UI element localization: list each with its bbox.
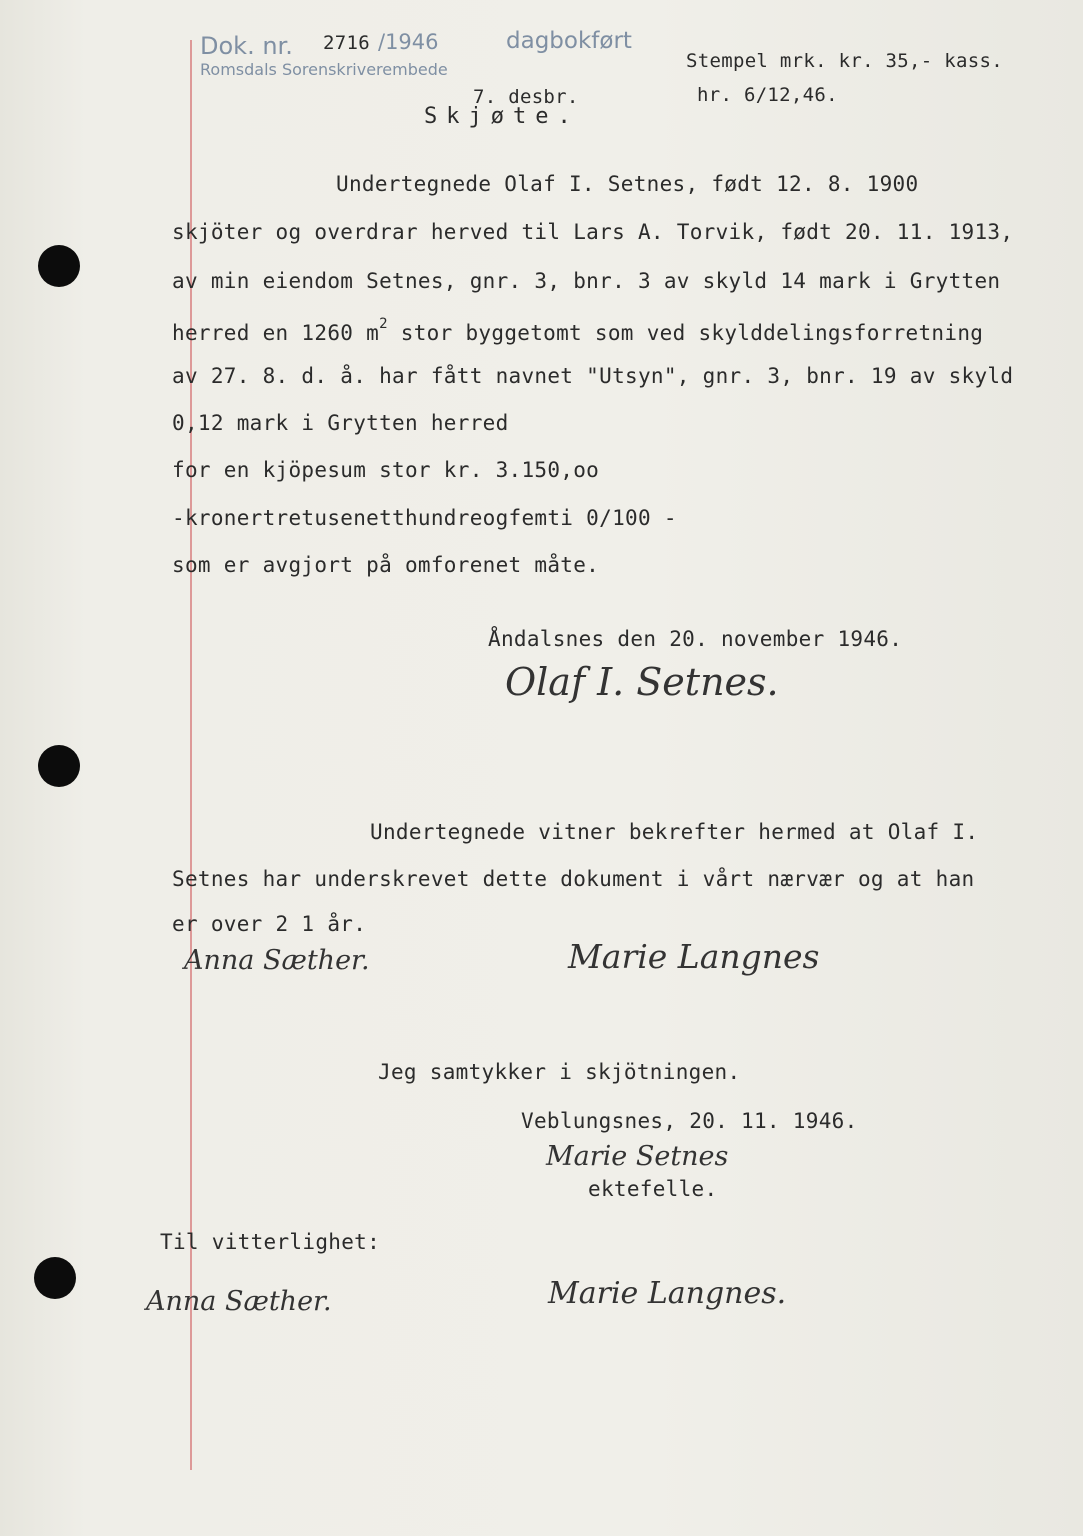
body-line-1: Undertegnede Olaf I. Setnes, født 12. 8. 1900: [336, 172, 919, 196]
margin-rule: [190, 40, 192, 1470]
body-line-7: for en kjöpesum stor kr. 3.150,oo: [172, 458, 600, 482]
body-line-9: som er avgjort på omforenet måte.: [172, 553, 600, 577]
stamp-date: 7. desbr.: [473, 86, 579, 108]
attest-signature-2: Marie Langnes.: [548, 1276, 787, 1311]
body-line-2: skjöter og overdrar herved til Lars A. Torvik, født 20. 11. 1913,: [172, 220, 1014, 244]
witness-line-3: er over 2 1 år.: [172, 912, 367, 936]
punch-hole-middle: [38, 745, 80, 787]
attest-label: Til vitterlighet:: [160, 1230, 381, 1254]
document-title: Skjøte.: [424, 104, 580, 129]
stempel-line-2: hr. 6/12,46.: [697, 84, 838, 106]
signature-seller: Olaf I. Setnes.: [505, 660, 779, 704]
body-line-8: -kronertretusenetthundreogfemti 0/100 -: [172, 506, 677, 530]
punch-hole-top: [38, 245, 80, 287]
witness-signature-2: Marie Langnes: [568, 937, 820, 976]
stamp-dok-number: 2716: [323, 32, 370, 54]
consent-line: Jeg samtykker i skjötningen.: [378, 1060, 741, 1084]
consent-role: ektefelle.: [588, 1177, 718, 1201]
body-line-4a: herred en 1260 m: [172, 321, 380, 345]
witness-line-1: Undertegnede vitner bekrefter hermed at Olaf I.: [370, 820, 979, 844]
witness-line-2: Setnes har underskrevet dette dokument i vårt nærvær og at han: [172, 867, 975, 891]
punch-hole-bottom: [34, 1257, 76, 1299]
stamp-dagbokfort: dagbokført: [506, 28, 632, 54]
stamp-dok-year: /1946: [378, 30, 439, 54]
stamp-dok-label: Dok. nr.: [200, 32, 293, 60]
body-line-5: av 27. 8. d. å. har fått navnet "Utsyn", gnr. 3, bnr. 19 av skyld: [172, 364, 1014, 388]
consent-place-date: Veblungsnes, 20. 11. 1946.: [521, 1109, 858, 1133]
stempel-line-1: Stempel mrk. kr. 35,- kass.: [686, 50, 1003, 72]
body-line-4: [172, 316, 983, 345]
body-line-4-superscript: 2: [379, 316, 388, 332]
body-line-6: 0,12 mark i Grytten herred: [172, 411, 509, 435]
witness-signature-1: Anna Sæther.: [184, 945, 370, 976]
attest-signature-1: Anna Sæther.: [146, 1286, 332, 1317]
stamp-office: Romsdals Sorenskriverembede: [200, 60, 448, 79]
consent-signature: Marie Setnes: [546, 1141, 729, 1172]
place-date: Åndalsnes den 20. november 1946.: [488, 627, 903, 651]
body-line-3: av min eiendom Setnes, gnr. 3, bnr. 3 av skyld 14 mark i Grytten: [172, 269, 1001, 293]
body-line-4b: stor byggetomt som ved skylddelingsforretning: [387, 321, 984, 345]
